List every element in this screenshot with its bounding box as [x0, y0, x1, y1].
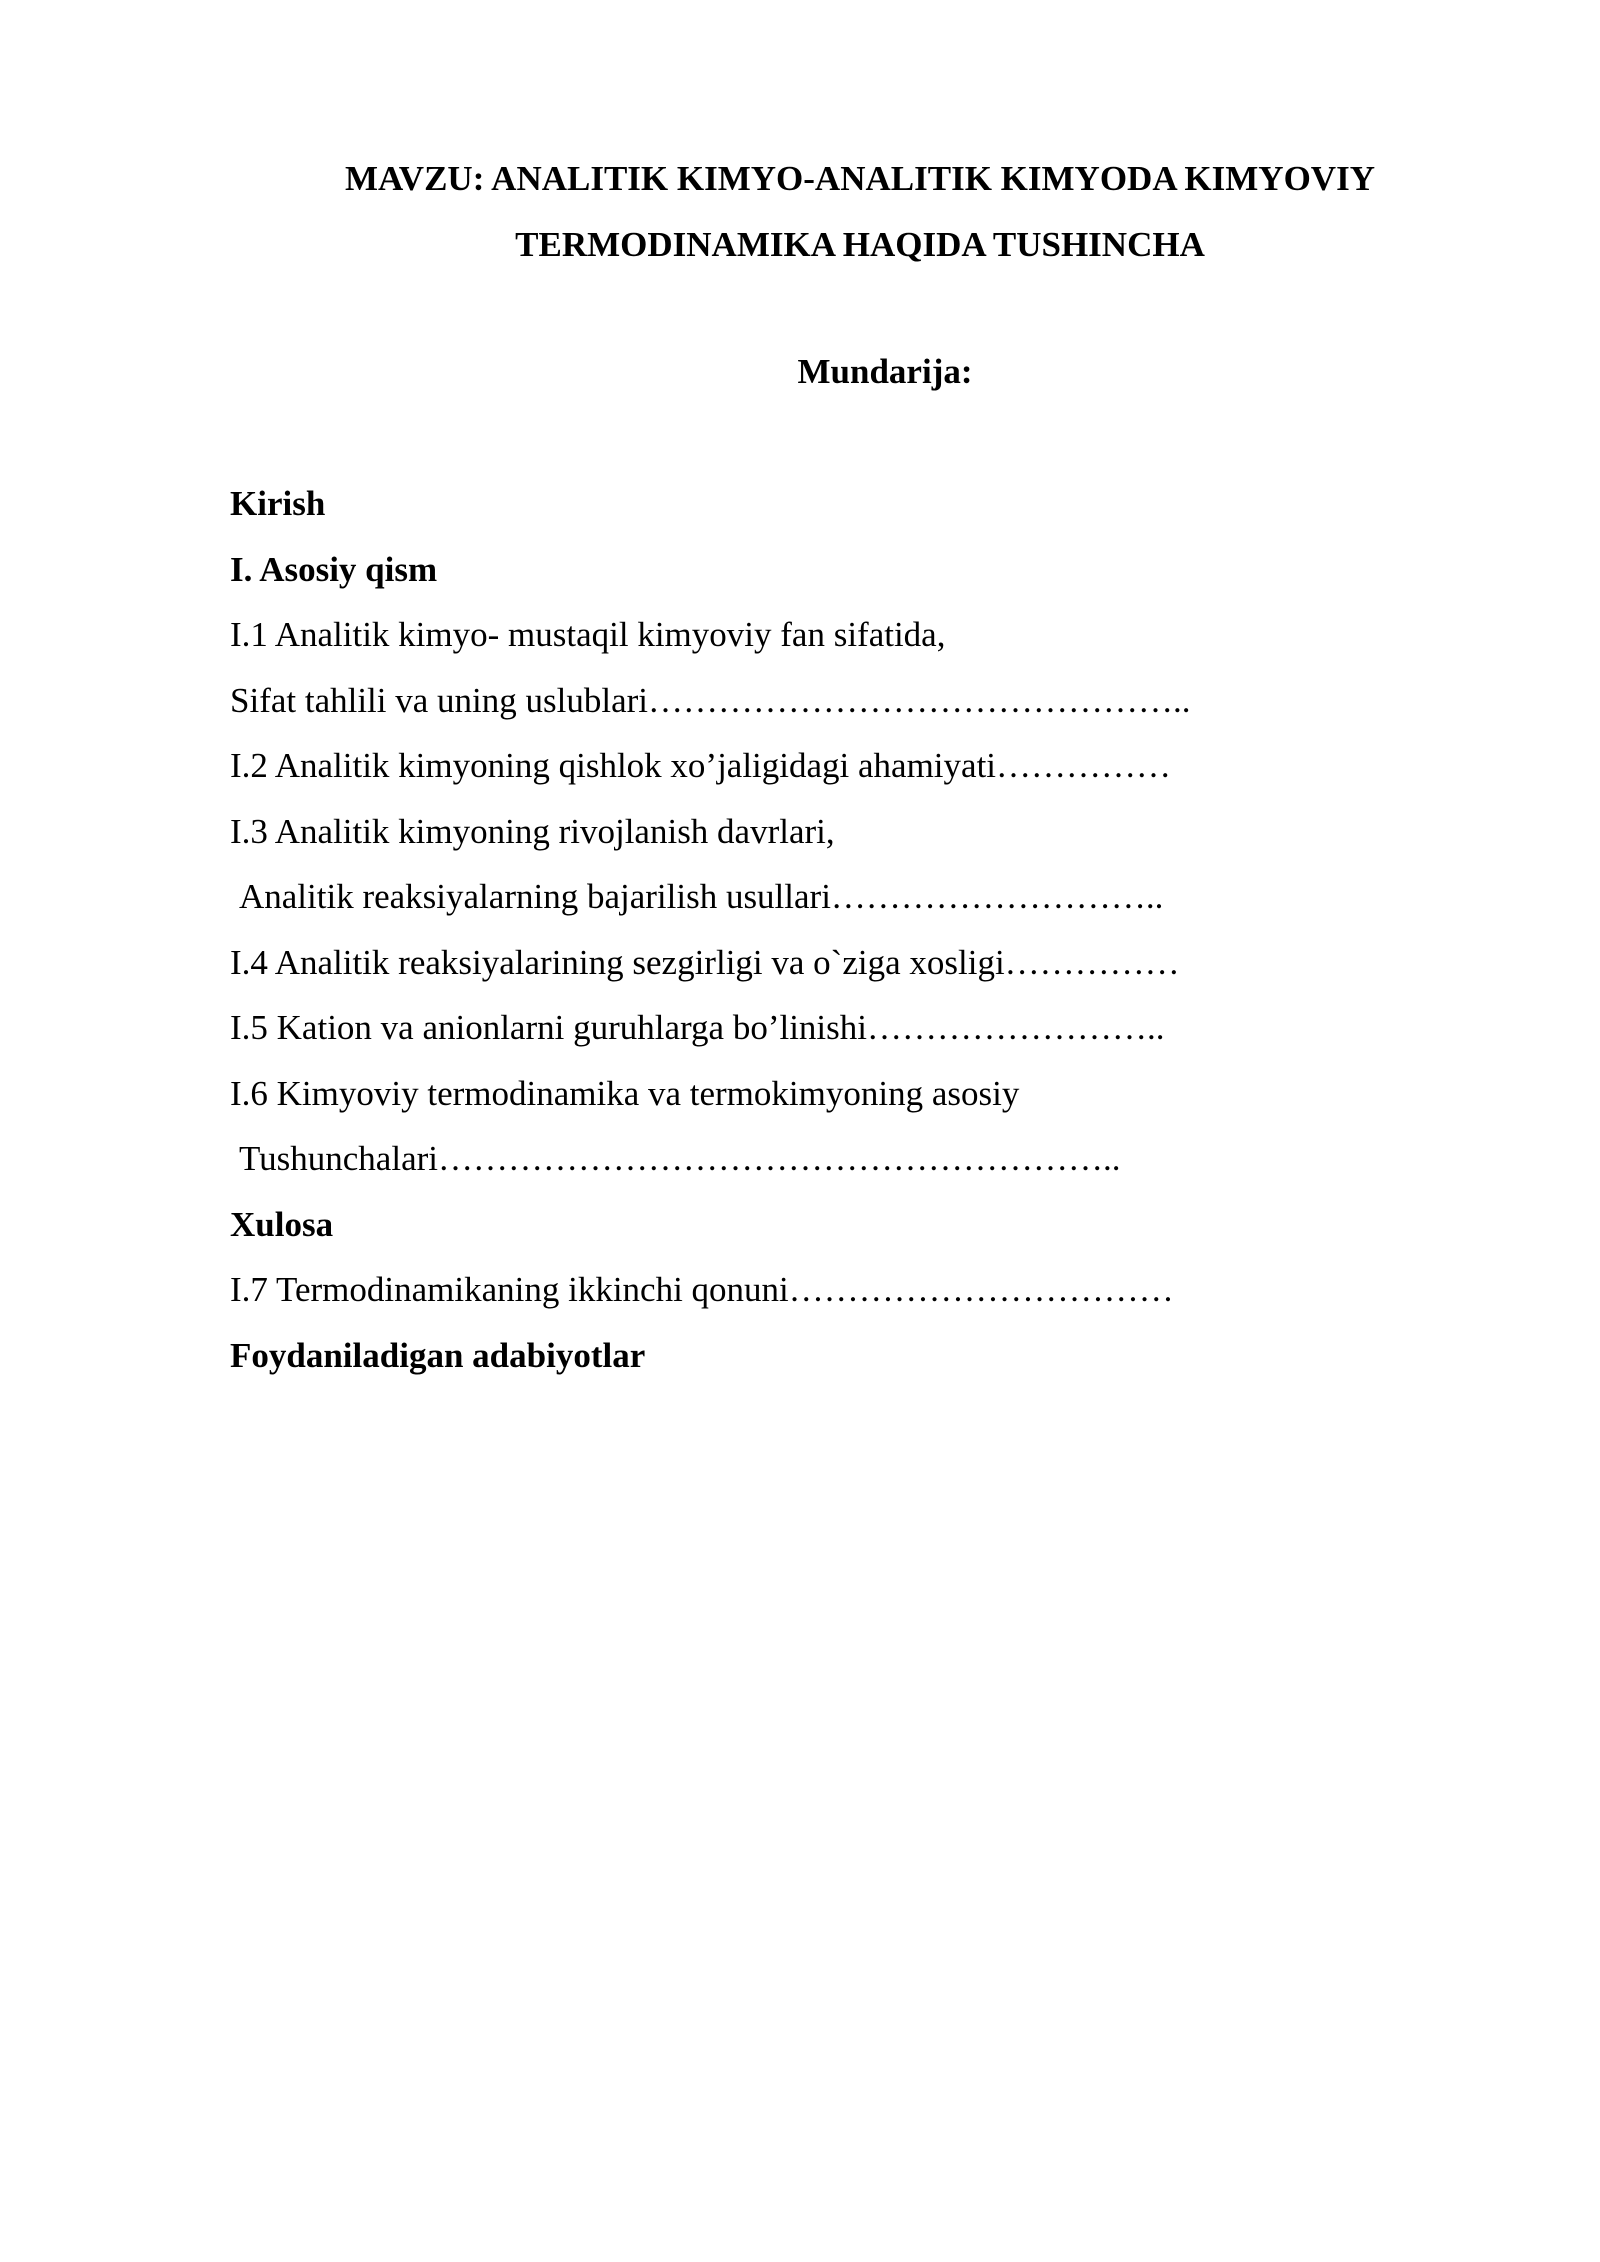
- document-title: [230, 146, 1490, 278]
- toc-entry-1-6-continued: Tushunchalari…………………………………………………..: [239, 1139, 1121, 1178]
- toc-entry-1-1: I.1 Analitik kimyo- mustaqil kimyoviy fan sifatida,: [230, 615, 946, 654]
- title-line-1: MAVZU: ANALITIK KIMYO-ANALITIK KIMYODA KIMYOVIY: [345, 159, 1375, 198]
- title-line-2: TERMODINAMIKA HAQIDA TUSHINCHA: [515, 225, 1205, 264]
- toc-entry-1-2: I.2 Analitik kimyoning qishlok xo’jaligidagi ahamiyati……………: [230, 746, 1172, 785]
- table-of-contents: [230, 471, 1390, 1388]
- toc-entry-1-4: I.4 Analitik reaksiyalarining sezgirligi va o`ziga xosligi……………: [230, 942, 1180, 982]
- toc-heading: Mundarija:: [797, 352, 973, 391]
- toc-entry-1-1-continued: Sifat tahlili va uning uslublari………………………………………..: [230, 680, 1191, 720]
- toc-entry-1-3: I.3 Analitik kimyoning rivojlanish davrlari,: [230, 811, 835, 851]
- toc-entry-kirish: Kirish: [230, 484, 326, 523]
- toc-entry-1-6: I.6 Kimyoviy termodinamika va termokimyoning asosiy: [230, 1073, 1020, 1113]
- toc-entry-adabiyotlar: Foydaniladigan adabiyotlar: [230, 1335, 646, 1375]
- toc-entry-asosiy-qism: I. Asosiy qism: [230, 549, 438, 589]
- toc-entry-1-5: I.5 Kation va anionlarni guruhlarga bo’linishi……………………..: [230, 1008, 1165, 1047]
- toc-entry-1-7: I.7 Termodinamikaning ikkinchi qonuni……………………………: [230, 1270, 1174, 1309]
- toc-entry-1-3-continued: Analitik reaksiyalarning bajarilish usullari………………………..: [239, 877, 1164, 916]
- toc-entry-xulosa: Xulosa: [230, 1204, 334, 1244]
